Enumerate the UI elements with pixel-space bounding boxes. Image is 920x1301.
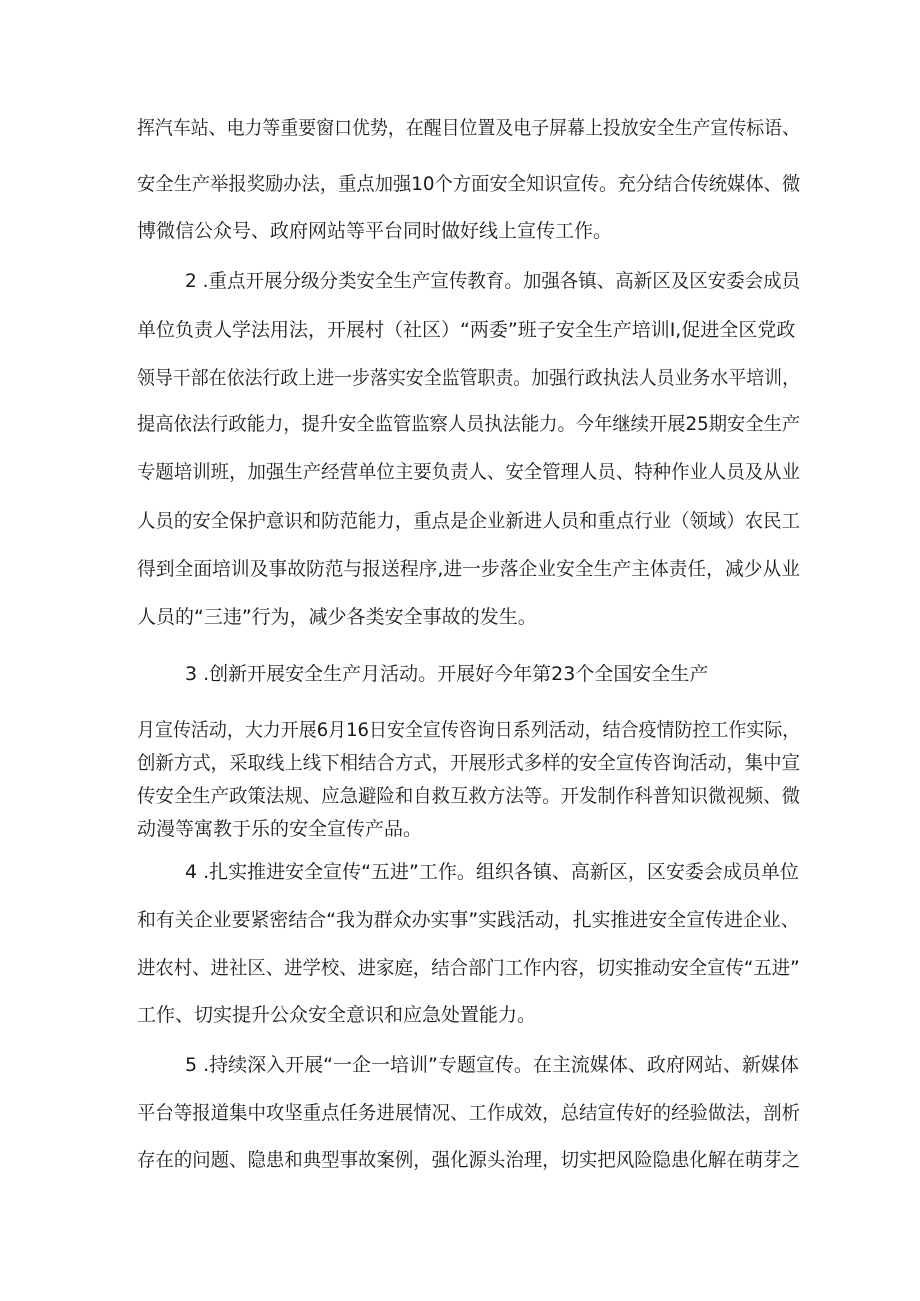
text-line: 月宣传活动，大力开展6月16日安全宣传咨询日系列活动，结合疫情防控工作实际， [137, 719, 801, 741]
text-line: 平台等报道集中攻坚重点任务进展情况、工作成效，总结宣传好的经验做法，剖析 [137, 1102, 801, 1124]
text-line: 2 .重点开展分级分类安全生产宣传教育。加强各镇、高新区及区安委会成员 [185, 270, 801, 292]
text-line: 人员的安全保护意识和防范能力，重点是企业新进人员和重点行业（领域）农民工 [137, 510, 801, 532]
text-line: 提高依法行政能力，提升安全监管监察人员执法能力。今年继续开展25期安全生产 [137, 413, 801, 435]
text-line: 领导干部在依法行政上进一步落实安全监管职责。加强行政执法人员业务水平培训， [137, 367, 801, 389]
text-line: 动漫等寓教于乐的安全宣传产品。 [137, 818, 423, 840]
text-line: 博微信公众号、政府网站等平台同时做好线上宣传工作。 [137, 220, 613, 242]
text-line: 得到全面培训及事故防范与报送程序,进一步落企业安全生产主体责任，减少从业 [137, 558, 801, 580]
text-line: 挥汽车站、电力等重要窗口优势，在醒目位置及电子屏幕上投放安全生产宣传标语、 [137, 117, 801, 139]
text-line: 传安全生产政策法规、应急避险和自救互救方法等。开发制作科普知识微视频、微 [137, 785, 801, 807]
text-line: 单位负责人学法用法，开展村（社区）“两委”班子安全生产培训I,促进全区党政 [137, 319, 796, 341]
text-line: 人员的“三违”行为，减少各类安全事故的发生。 [137, 606, 537, 628]
text-line: 专题培训班，加强生产经营单位主要负责人、安全管理人员、特种作业人员及从业 [137, 461, 801, 483]
text-line: 创新方式，采取线上线下相结合方式，开展形式多样的安全宣传咨询活动，集中宣 [137, 752, 801, 774]
text-line: 3 .创新开展安全生产月活动。开展好今年第23个全国安全生产 [185, 663, 709, 685]
text-line: 4 .扎实推进安全宣传“五进”工作。组织各镇、高新区，区安委会成员单位 [185, 861, 799, 883]
text-line: 进农村、进社区、进学校、进家庭，结合部门工作内容，切实推动安全宣传“五进” [137, 957, 800, 979]
text-line: 和有关企业要紧密结合“我为群众办实事”实践活动，扎实推进安全宣传进企业、 [137, 909, 800, 931]
text-line: 安全生产举报奖励办法，重点加强10个方面安全知识宣传。充分结合传统媒体、微 [137, 173, 801, 195]
text-line: 工作、切实提升公众安全意识和应急处置能力。 [137, 1004, 537, 1026]
text-line: 存在的问题、隐患和典型事故案例，强化源头治理，切实把风险隐患化解在萌芽之 [137, 1149, 801, 1171]
text-line: 5 .持续深入开展“一企一培训”专题宣传。在主流媒体、政府网站、新媒体 [185, 1054, 799, 1076]
